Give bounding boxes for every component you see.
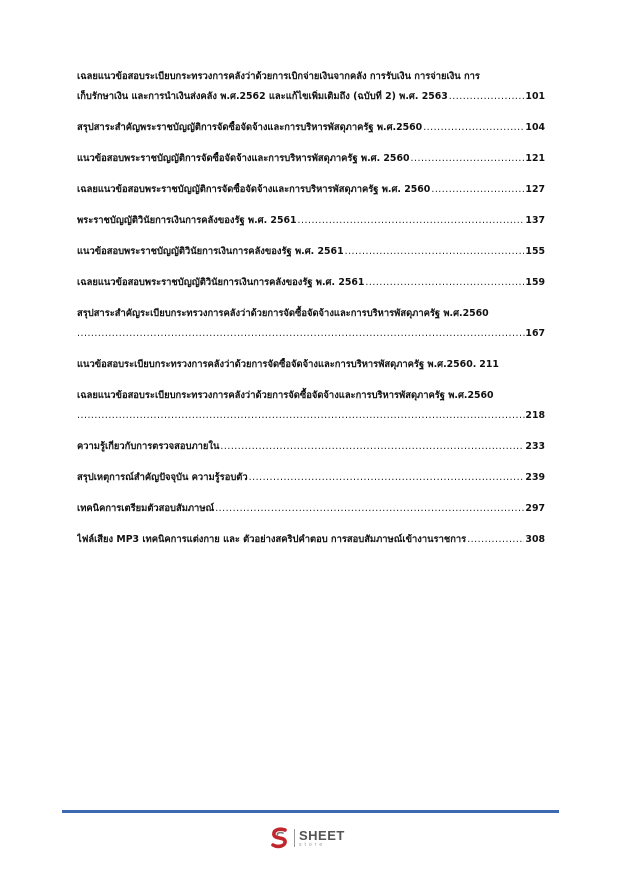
toc-leader-dots [220,440,524,454]
toc-entry [77,440,545,454]
toc-entry-page: 233 [525,441,545,452]
toc-entry [77,533,545,547]
toc-entry [77,245,545,259]
toc-entry [77,152,545,166]
toc-entry-title: พระราชบัญญัติวินัยการเงินการคลังของรัฐ พ.ศ. 2561 [77,215,297,226]
toc-entry [77,471,545,485]
toc-entry-title: สรุปสาระสำคัญระเบียบกระทรวงการคลังว่าด้วยการจัดซื้อจัดจ้างและการบริหารพัสดุภาครัฐ พ.ศ.2560 [77,308,489,319]
toc-entry-title: เทคนิคการเตรียมตัวสอบสัมภาษณ์ [77,503,215,514]
logo-separator [294,829,295,847]
toc-entry [77,502,545,516]
toc-leader-dots [77,409,525,423]
toc-entry-title: แนวข้อสอบพระราชบัญญัติวินัยการเงินการคลังของรัฐ พ.ศ. 2561 [77,246,344,257]
toc-entry-page: 104 [525,122,545,133]
toc-entry-title-line1: เฉลยแนวข้อสอบระเบียบกระทรวงการคลังว่าด้วยการเบิกจ่ายเงินจากคลัง การรับเงิน การจ่ายเงิน การ [77,71,480,82]
toc-entry [77,70,545,104]
toc-entry [77,358,545,372]
toc-entry [77,183,545,197]
toc-entry-page: 137 [525,215,545,226]
logo-subtitle: store [299,841,326,848]
toc-entry-page: 121 [525,153,545,164]
toc-entry-title: แนวข้อสอบพระราชบัญญัติการจัดซื้อจัดจ้างและการบริหารพัสดุภาครัฐ พ.ศ. 2560 [77,153,410,164]
toc-leader-dots [365,276,524,290]
toc-leader-dots [249,471,525,485]
toc-entry-title: สรุปสาระสำคัญพระราชบัญญัติการจัดซื้อจัดจ้างและการบริหารพัสดุภาครัฐ พ.ศ.2560 [77,122,423,133]
toc-entry [77,307,545,341]
logo-text [299,829,345,848]
table-of-contents [77,66,545,564]
toc-entry-page: 239 [525,472,545,483]
toc-entry-page: 127 [525,184,545,195]
toc-entry-page: 211 [479,359,499,370]
footer-divider [62,810,559,813]
logo-name: SHEET [299,827,345,843]
toc-entry-title: เฉลยแนวข้อสอบพระราชบัญญัติวินัยการเงินการคลังของรัฐ พ.ศ. 2561 [77,277,365,288]
toc-entry-page: 308 [525,534,545,545]
toc-entry-line2 [77,409,545,423]
toc-entry [77,389,545,423]
toc-leader-dots [467,533,524,547]
toc-leader-dots [411,152,525,166]
toc-entry-page: 218 [525,410,545,421]
toc-entry-page: 101 [525,91,545,102]
toc-leader-dots [431,183,524,197]
toc-entry-line2 [77,327,545,341]
toc-leader-dots [449,90,525,104]
toc-leader-dots [298,214,525,228]
toc-entry-title: เฉลยแนวข้อสอบระเบียบกระทรวงการคลังว่าด้วยการจัดซื้อจัดจ้างและการบริหารพัสดุภาครัฐ พ.ศ.2560 [77,390,494,401]
toc-entry-title: ไฟล์เสียง MP3 เทคนิคการแต่งกาย และ ตัวอย่างสคริปคำตอบ การสอบสัมภาษณ์เข้างานราชการ [77,534,467,545]
toc-entry [77,121,545,135]
toc-entry-title-line2: เก็บรักษาเงิน และการนำเงินส่งคลัง พ.ศ.2562 และแก้ไขเพิ่มเติมถึง (ฉบับที่ 2) พ.ศ. 2563 [77,91,448,102]
toc-entry-title: แนวข้อสอบระเบียบกระทรวงการคลังว่าด้วยการจัดซื้อจัดจ้างและการบริหารพัสดุภาครัฐ พ.ศ.2560. [77,359,477,370]
toc-entry-title: ความรู้เกี่ยวกับการตรวจสอบภายใน [77,441,220,452]
sheet-store-logo-icon [270,827,290,849]
toc-leader-dots [423,121,524,135]
toc-entry-title: สรุปเหตุการณ์สำคัญปัจจุบัน ความรู้รอบตัว [77,472,248,483]
toc-leader-dots [215,502,524,516]
toc-entry-line2 [77,90,545,104]
toc-entry-title: เฉลยแนวข้อสอบพระราชบัญญัติการจัดซื้อจัดจ้างและการบริหารพัสดุภาครัฐ พ.ศ. 2560 [77,184,431,195]
toc-entry-page: 155 [525,246,545,257]
toc-leader-dots [77,327,525,341]
toc-entry-page: 159 [525,277,545,288]
sheet-store-logo [270,826,360,850]
toc-entry-page: 297 [525,503,545,514]
toc-entry-page: 167 [525,328,545,339]
toc-leader-dots [345,245,525,259]
toc-entry [77,276,545,290]
toc-entry [77,214,545,228]
